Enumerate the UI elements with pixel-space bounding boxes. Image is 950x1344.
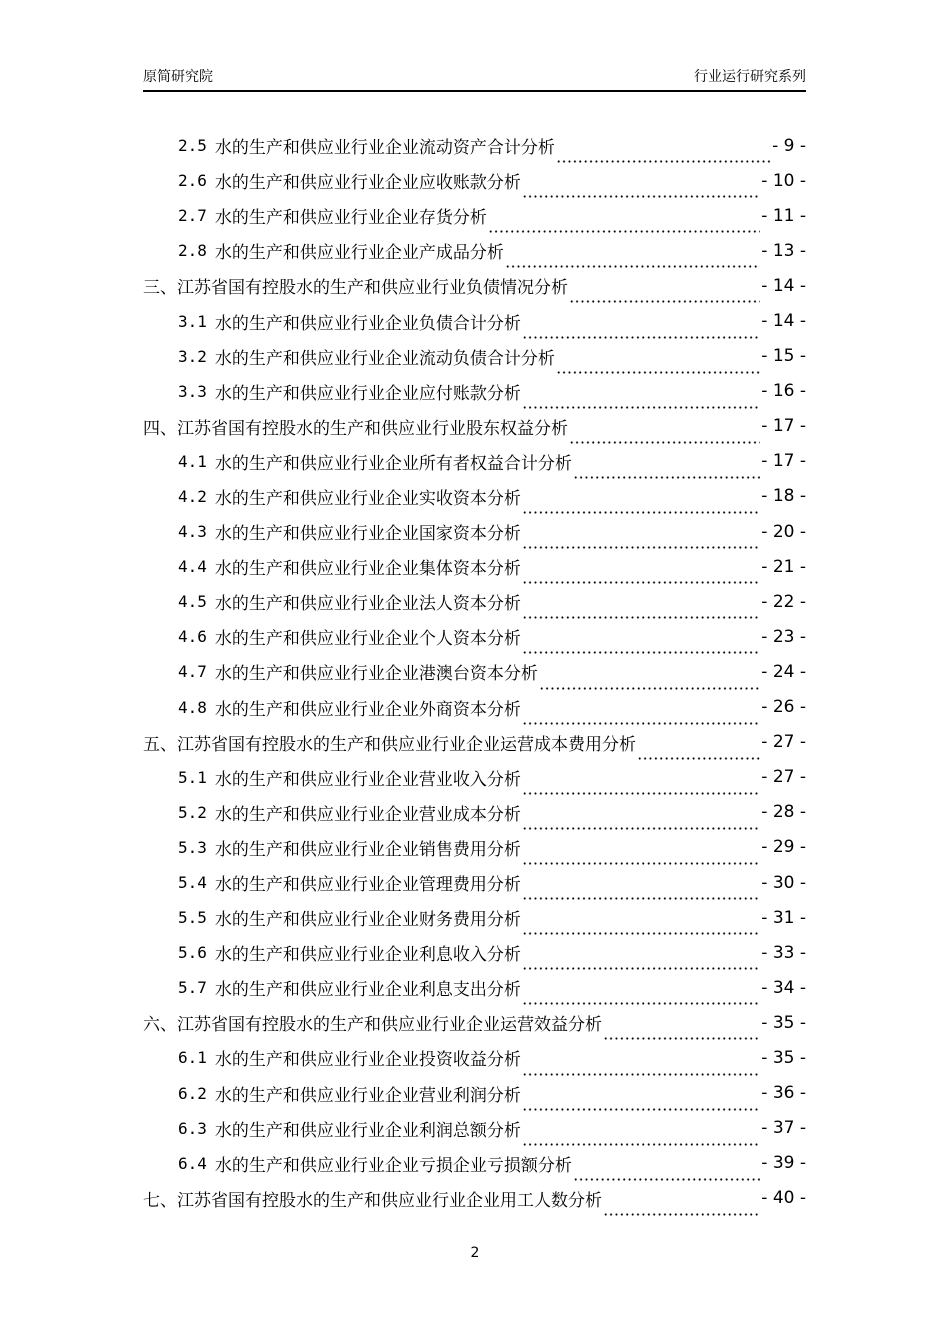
toc-entry-number: 5.3 — [178, 837, 207, 857]
toc-dot-leader — [522, 918, 760, 935]
toc-entry-page: - 17 - — [761, 451, 806, 472]
toc-section-entry[interactable] — [143, 444, 806, 479]
toc-entry-number: 5.7 — [178, 978, 207, 998]
toc-entry-number: 2.5 — [178, 136, 207, 156]
toc-section-entry[interactable] — [143, 128, 806, 163]
toc-entry-page: - 35 - — [761, 1012, 806, 1033]
toc-entry-title: 水的生产和供应业行业企业实收资本分析 — [214, 488, 521, 509]
page-footer — [0, 1245, 950, 1261]
toc-entry-number: 2.8 — [178, 241, 207, 261]
toc-dot-leader — [522, 497, 760, 514]
toc-dot-leader — [522, 392, 760, 409]
toc-entry-title: 水的生产和供应业行业企业流动资产合计分析 — [214, 138, 555, 159]
toc-dot-leader — [522, 848, 760, 865]
toc-entry-number: 6.4 — [178, 1153, 207, 1173]
toc-entry-page: - 14 - — [761, 275, 806, 296]
toc-dot-leader — [522, 637, 760, 654]
toc-entry-title: 水的生产和供应业行业企业存货分析 — [214, 208, 487, 229]
toc-section-entry[interactable] — [143, 303, 806, 338]
toc-section-entry[interactable] — [143, 233, 806, 268]
toc-entry-title: 水的生产和供应业行业企业应付账款分析 — [214, 383, 521, 404]
toc-dot-leader — [569, 286, 760, 303]
toc-entry-title: 水的生产和供应业行业企业个人资本分析 — [214, 629, 521, 650]
table-of-contents — [143, 128, 806, 1216]
toc-entry-title: 水的生产和供应业行业企业所有者权益合计分析 — [214, 453, 572, 474]
toc-entry-title: 水的生产和供应业行业企业法人资本分析 — [214, 594, 521, 615]
toc-dot-leader — [603, 1199, 760, 1216]
toc-entry-page: - 14 - — [761, 311, 806, 332]
toc-entry-number: 6.1 — [178, 1048, 207, 1068]
toc-entry-number: 4.2 — [178, 486, 207, 506]
toc-dot-leader — [522, 778, 760, 795]
toc-section-entry[interactable] — [143, 339, 806, 374]
toc-entry-number: 3.3 — [178, 381, 207, 401]
toc-dot-leader — [522, 1094, 760, 1111]
toc-entry-title: 七、江苏省国有控股水的生产和供应业行业企业用工人数分析 — [143, 1190, 602, 1211]
toc-dot-leader — [603, 1023, 760, 1040]
toc-dot-leader — [522, 602, 760, 619]
toc-entry-page: - 35 - — [761, 1047, 806, 1068]
toc-entry-page: - 26 - — [761, 697, 806, 718]
toc-entry-number: 2.6 — [178, 171, 207, 191]
toc-entry-page: - 21 - — [761, 556, 806, 577]
toc-entry-title: 水的生产和供应业行业企业负债合计分析 — [214, 313, 521, 334]
toc-section-entry[interactable] — [143, 374, 806, 409]
toc-entry-title: 水的生产和供应业行业企业投资收益分析 — [214, 1050, 521, 1071]
toc-section-entry[interactable] — [143, 865, 806, 900]
toc-entry-number: 6.2 — [178, 1083, 207, 1103]
toc-entry-number: 5.2 — [178, 802, 207, 822]
toc-section-entry[interactable] — [143, 514, 806, 549]
toc-dot-leader — [569, 427, 760, 444]
toc-entry-page: - 28 - — [761, 802, 806, 823]
toc-chapter-entry[interactable] — [143, 268, 806, 303]
toc-section-entry[interactable] — [143, 163, 806, 198]
toc-entry-number: 4.7 — [178, 662, 207, 682]
toc-chapter-entry[interactable] — [143, 1005, 806, 1040]
toc-dot-leader — [522, 181, 760, 198]
toc-entry-page: - 27 - — [761, 732, 806, 753]
toc-section-entry[interactable] — [143, 935, 806, 970]
toc-section-entry[interactable] — [143, 654, 806, 689]
toc-entry-title: 水的生产和供应业行业企业产成品分析 — [214, 243, 504, 264]
toc-entry-number: 4.8 — [178, 697, 207, 717]
toc-entry-page: - 27 - — [761, 767, 806, 788]
toc-entry-title: 四、江苏省国有控股水的生产和供应业行业股东权益分析 — [143, 418, 568, 439]
toc-entry-number: 5.6 — [178, 943, 207, 963]
toc-entry-number: 5.4 — [178, 873, 207, 893]
toc-entry-number: 6.3 — [178, 1118, 207, 1138]
toc-entry-page: - 34 - — [761, 977, 806, 998]
toc-dot-leader — [522, 708, 760, 725]
toc-dot-leader — [522, 322, 760, 339]
toc-entry-page: - 22 - — [761, 591, 806, 612]
toc-dot-leader — [522, 1059, 760, 1076]
toc-entry-title: 三、江苏省国有控股水的生产和供应业行业负债情况分析 — [143, 278, 568, 299]
toc-entry-page: - 39 - — [761, 1153, 806, 1174]
toc-entry-number: 4.1 — [178, 451, 207, 471]
toc-section-entry[interactable] — [143, 619, 806, 654]
toc-entry-number: 4.3 — [178, 522, 207, 542]
toc-dot-leader — [522, 988, 760, 1005]
toc-dot-leader — [573, 1164, 760, 1181]
toc-dot-leader — [505, 251, 760, 268]
toc-section-entry[interactable] — [143, 1076, 806, 1111]
header-org-name: 原简研究院 — [143, 69, 213, 85]
toc-entry-page: - 36 - — [761, 1083, 806, 1104]
toc-entry-page: - 33 - — [761, 942, 806, 963]
toc-entry-title: 六、江苏省国有控股水的生产和供应业行业企业运营效益分析 — [143, 1015, 602, 1036]
toc-dot-leader — [522, 953, 760, 970]
toc-section-entry[interactable] — [143, 479, 806, 514]
toc-dot-leader — [522, 532, 760, 549]
toc-entry-page: - 18 - — [761, 486, 806, 507]
toc-entry-number: 5.1 — [178, 767, 207, 787]
toc-entry-number: 5.5 — [178, 908, 207, 928]
toc-dot-leader — [522, 813, 760, 830]
toc-section-entry[interactable] — [143, 549, 806, 584]
toc-entry-page: - 23 - — [761, 626, 806, 647]
toc-entry-page: - 17 - — [761, 416, 806, 437]
toc-section-entry[interactable] — [143, 1146, 806, 1181]
toc-entry-page: - 15 - — [761, 346, 806, 367]
toc-entry-number: 4.4 — [178, 557, 207, 577]
toc-chapter-entry[interactable] — [143, 409, 806, 444]
toc-entry-number: 4.5 — [178, 592, 207, 612]
toc-entry-page: - 10 - — [761, 170, 806, 191]
toc-section-entry[interactable] — [143, 795, 806, 830]
toc-dot-leader — [488, 216, 760, 233]
toc-entry-title: 水的生产和供应业行业企业应收账款分析 — [214, 173, 521, 194]
toc-entry-title: 水的生产和供应业行业企业外商资本分析 — [214, 699, 521, 720]
toc-entry-title: 水的生产和供应业行业企业港澳台资本分析 — [214, 664, 538, 685]
page-number: 2 — [470, 1245, 480, 1261]
toc-entry-title: 水的生产和供应业行业企业管理费用分析 — [214, 875, 521, 896]
toc-entry-title: 水的生产和供应业行业企业销售费用分析 — [214, 839, 521, 860]
toc-dot-leader — [556, 357, 760, 374]
toc-section-entry[interactable] — [143, 584, 806, 619]
toc-dot-leader — [522, 567, 760, 584]
toc-dot-leader — [522, 883, 760, 900]
toc-entry-page: - 13 - — [761, 240, 806, 261]
toc-entry-title: 水的生产和供应业行业企业国家资本分析 — [214, 524, 521, 545]
toc-entry-page: - 37 - — [761, 1118, 806, 1139]
toc-entry-title: 水的生产和供应业行业企业流动负债合计分析 — [214, 348, 555, 369]
toc-entry-page: - 20 - — [761, 521, 806, 542]
toc-section-entry[interactable] — [143, 900, 806, 935]
toc-entry-title: 水的生产和供应业行业企业营业成本分析 — [214, 804, 521, 825]
toc-entry-page: - 16 - — [761, 381, 806, 402]
toc-entry-title: 水的生产和供应业行业企业财务费用分析 — [214, 910, 521, 931]
header-series-name: 行业运行研究系列 — [694, 69, 806, 85]
toc-entry-number: 3.1 — [178, 311, 207, 331]
toc-entry-title: 水的生产和供应业行业企业营业利润分析 — [214, 1085, 521, 1106]
toc-entry-page: - 30 - — [761, 872, 806, 893]
toc-dot-leader — [556, 146, 771, 163]
toc-entry-page: - 24 - — [761, 661, 806, 682]
toc-entry-title: 五、江苏省国有控股水的生产和供应业行业企业运营成本费用分析 — [143, 734, 636, 755]
toc-entry-page: - 9 - — [772, 135, 806, 156]
toc-section-entry[interactable] — [143, 970, 806, 1005]
toc-section-entry[interactable] — [143, 830, 806, 865]
toc-dot-leader — [522, 1129, 760, 1146]
toc-section-entry[interactable] — [143, 760, 806, 795]
toc-entry-title: 水的生产和供应业行业企业利息支出分析 — [214, 980, 521, 1001]
toc-entry-page: - 11 - — [761, 205, 806, 226]
toc-entry-title: 水的生产和供应业行业企业利润总额分析 — [214, 1120, 521, 1141]
toc-dot-leader — [637, 743, 760, 760]
toc-chapter-entry[interactable] — [143, 1181, 806, 1216]
toc-entry-page: - 40 - — [761, 1188, 806, 1209]
toc-entry-title: 水的生产和供应业行业企业利息收入分析 — [214, 945, 521, 966]
toc-section-entry[interactable] — [143, 1111, 806, 1146]
toc-entry-title: 水的生产和供应业行业企业亏损企业亏损额分析 — [214, 1155, 572, 1176]
toc-entry-title: 水的生产和供应业行业企业集体资本分析 — [214, 559, 521, 580]
toc-entry-page: - 29 - — [761, 837, 806, 858]
toc-dot-leader — [539, 673, 760, 690]
toc-entry-number: 2.7 — [178, 206, 207, 226]
toc-entry-number: 4.6 — [178, 627, 207, 647]
toc-section-entry[interactable] — [143, 1040, 806, 1075]
toc-entry-title: 水的生产和供应业行业企业营业收入分析 — [214, 769, 521, 790]
toc-entry-number: 3.2 — [178, 346, 207, 366]
page-header — [143, 66, 806, 92]
toc-entry-page: - 31 - — [761, 907, 806, 928]
toc-dot-leader — [573, 462, 760, 479]
toc-section-entry[interactable] — [143, 198, 806, 233]
toc-chapter-entry[interactable] — [143, 725, 806, 760]
toc-section-entry[interactable] — [143, 690, 806, 725]
